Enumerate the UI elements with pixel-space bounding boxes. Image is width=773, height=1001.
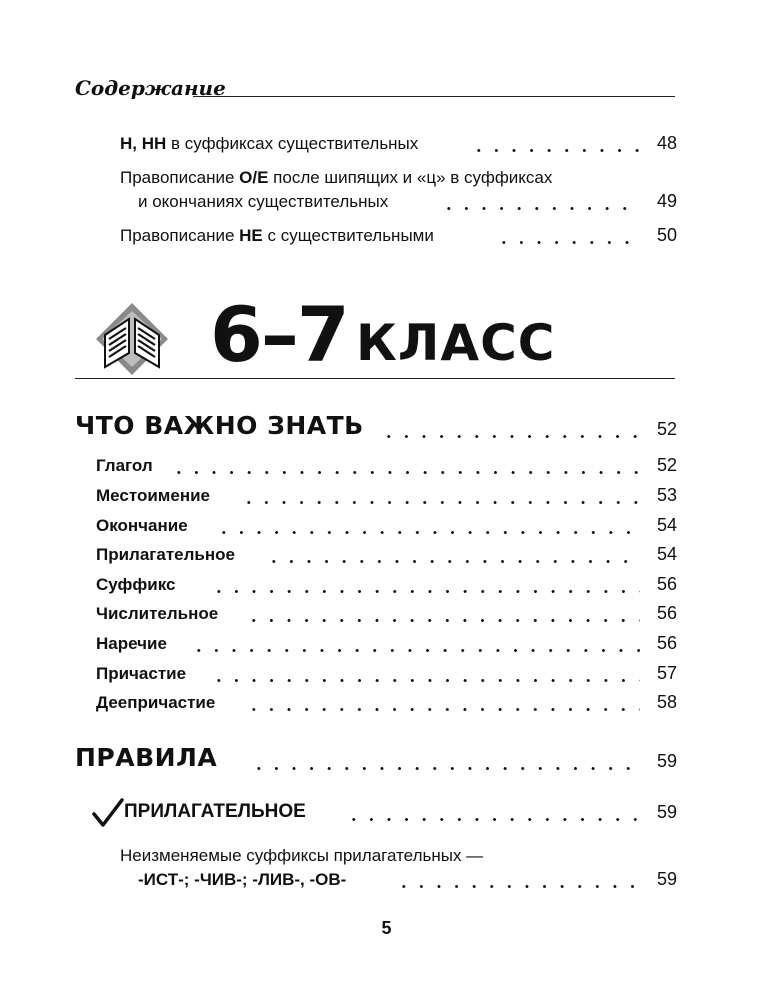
toc-entry[interactable] <box>0 452 773 482</box>
running-header-title: Содержание <box>75 76 226 100</box>
toc-entry[interactable] <box>0 600 773 630</box>
toc-entry-label-line2: -ИСТ-; -ЧИВ-; -ЛИВ-, -ОВ- <box>138 870 352 890</box>
toc-page-number: 53 <box>656 485 677 505</box>
toc-entry-label: Наречие <box>96 634 173 654</box>
open-book-icon <box>95 301 170 376</box>
toc-entry-label: Суффикс <box>96 575 181 595</box>
toc-page-number: 48 <box>656 133 677 153</box>
toc-page-number: 59 <box>656 802 677 822</box>
toc-entry[interactable] <box>0 571 773 601</box>
toc-entry[interactable] <box>0 482 773 512</box>
dot-leader <box>250 767 640 770</box>
toc-entry-label-line2: и окончаниях существительных <box>138 192 394 212</box>
toc-entry-label: Числительное <box>96 604 224 624</box>
toc-entry-label: Прилагательное <box>96 545 241 565</box>
toc-entry-label: Глагол <box>96 456 159 476</box>
toc-entry-label: Причастие <box>96 664 192 684</box>
toc-page-number: 58 <box>656 692 677 712</box>
toc-entry[interactable] <box>0 630 773 660</box>
toc-page-number: 52 <box>656 455 677 475</box>
toc-entry-label: Местоимение <box>96 486 216 506</box>
toc-page-number: 49 <box>656 191 677 211</box>
dot-leader <box>265 560 640 563</box>
dot-leader <box>215 531 640 534</box>
dot-leader <box>210 679 640 682</box>
dot-leader <box>245 619 640 622</box>
grade-word: КЛАСС <box>356 314 556 372</box>
toc-entry-label-line1: Правописание О/Е после шипящих и «ц» в суффиксах <box>120 168 553 187</box>
toc-entry[interactable] <box>0 222 773 252</box>
section-title: ПРАВИЛА <box>75 743 223 772</box>
subsection-title: ПРИЛАГАТЕЛЬНОЕ <box>124 801 312 823</box>
section-title: ЧТО ВАЖНО ЗНАТЬ <box>75 411 370 440</box>
dot-leader <box>170 471 640 474</box>
dot-leader <box>380 435 640 438</box>
toc-entry-label: Правописание НЕ с существительными <box>120 226 440 246</box>
toc-entry[interactable] <box>0 130 773 160</box>
toc-entry[interactable] <box>0 188 773 218</box>
dot-leader <box>240 501 640 504</box>
toc-entry[interactable] <box>0 689 773 719</box>
page-number: 5 <box>381 918 392 938</box>
toc-page-number: 54 <box>656 515 677 535</box>
section-rule <box>75 378 675 379</box>
toc-page-number: 50 <box>656 225 677 245</box>
dot-leader <box>495 241 640 244</box>
toc-page-number: 56 <box>656 603 677 623</box>
grade-number: 6–7 <box>210 290 348 379</box>
toc-page-number: 57 <box>656 663 677 683</box>
dot-leader <box>210 590 640 593</box>
toc-entry[interactable] <box>0 512 773 542</box>
dot-leader <box>440 207 640 210</box>
toc-page-number: 59 <box>656 751 677 771</box>
dot-leader <box>470 149 640 152</box>
toc-entry[interactable] <box>0 866 773 896</box>
header-rule <box>193 96 675 97</box>
dot-leader <box>245 708 640 711</box>
dot-leader <box>395 885 640 888</box>
toc-entry-label: Н, НН в суффиксах существительных <box>120 134 424 154</box>
toc-subsection-adjective[interactable] <box>0 797 773 829</box>
toc-section-important[interactable] <box>0 410 773 446</box>
toc-entry-label: Окончание <box>96 516 194 536</box>
dot-leader <box>190 649 640 652</box>
toc-page-number: 56 <box>656 633 677 653</box>
toc-page-number: 52 <box>656 419 677 439</box>
toc-page-number: 54 <box>656 544 677 564</box>
toc-entry-label: Деепричастие <box>96 693 221 713</box>
toc-entry-label-line1: Неизменяемые суффиксы прилагательных — <box>120 846 484 865</box>
toc-entry[interactable] <box>0 660 773 690</box>
dot-leader <box>345 818 640 821</box>
toc-section-rules[interactable] <box>0 742 773 778</box>
toc-page-number: 59 <box>656 869 677 889</box>
toc-entry[interactable] <box>0 541 773 571</box>
toc-page-number: 56 <box>656 574 677 594</box>
